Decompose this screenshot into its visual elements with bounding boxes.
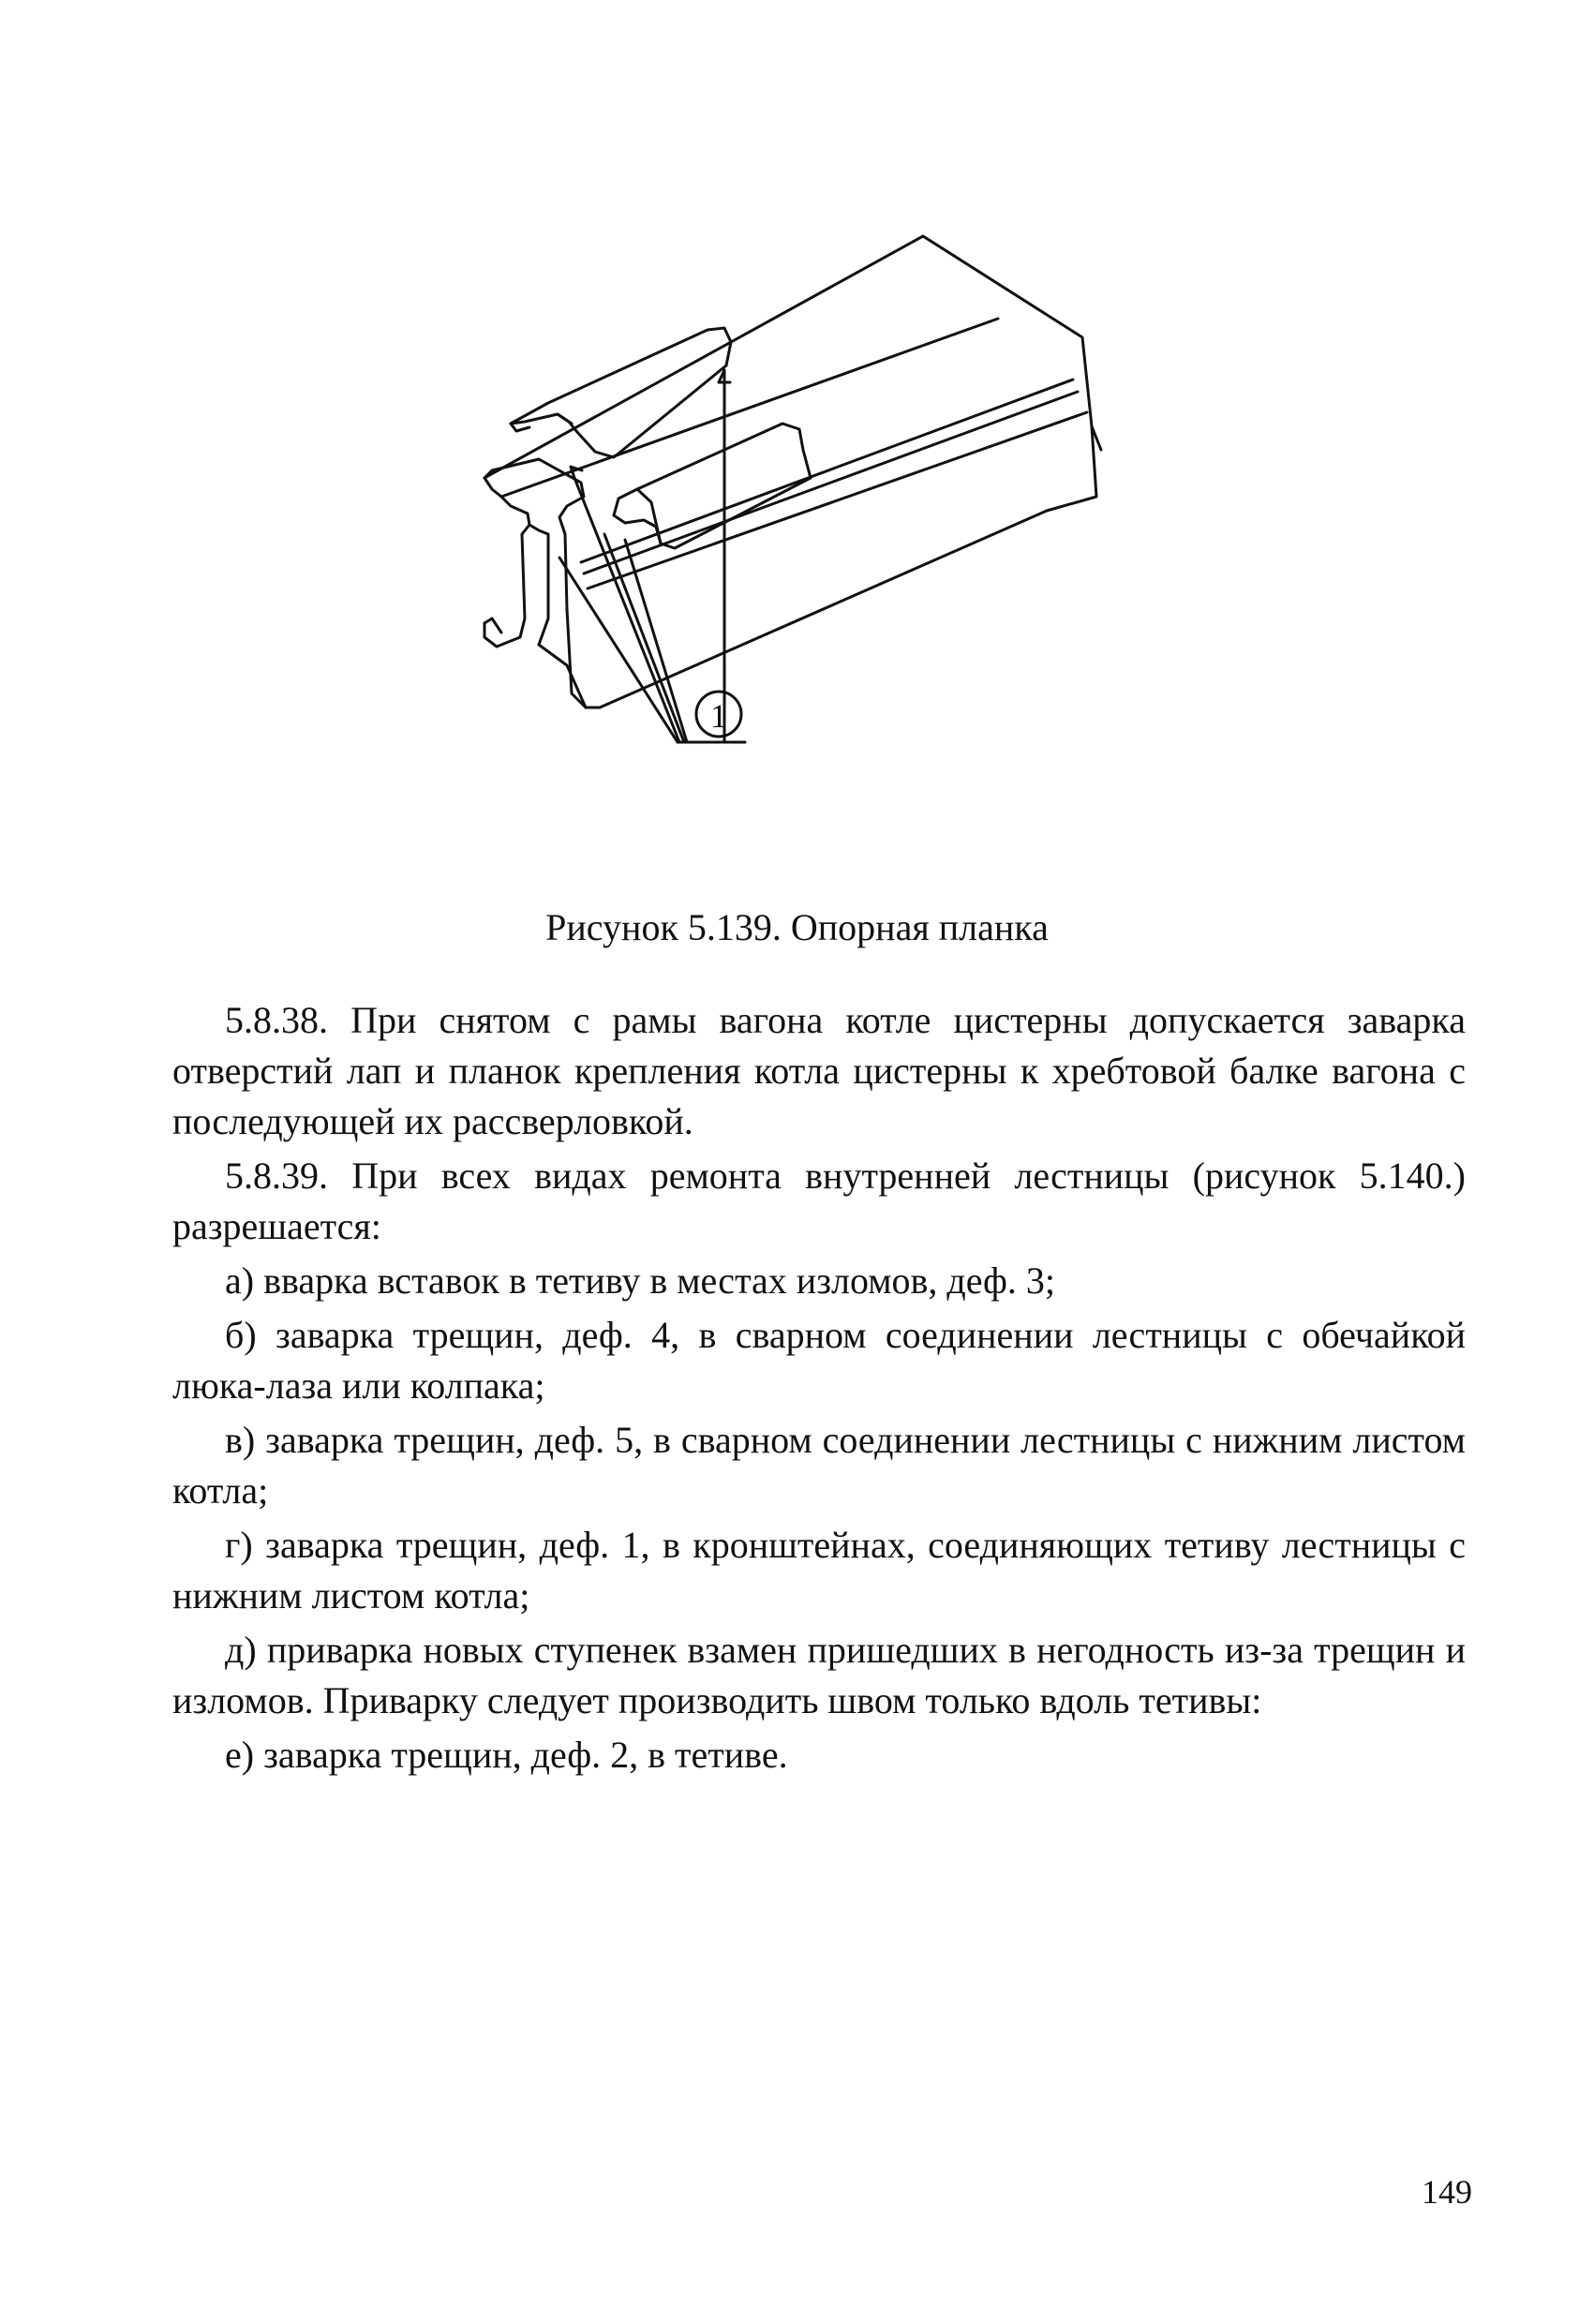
text-body — [172, 995, 1466, 1784]
list-item-b: б) заварка трещин, деф. 4, в сварном соединении лестницы с обечайкой люка-лаза или колпака; — [172, 1314, 1466, 1407]
list-item-g: г) заварка трещин, деф. 1, в кронштейнах, соединяющих тетиву лестницы с нижним листом котла; — [172, 1524, 1466, 1616]
callout-number: 1 — [710, 697, 727, 735]
figure-caption: Рисунок 5.139. Опорная планка — [545, 906, 1049, 948]
page-number: 149 — [1422, 2173, 1472, 2211]
figure-support-plate — [473, 225, 1162, 825]
paragraph-5-8-38: 5.8.38. При снятом с рамы вагона котле цистерны допускается заварка отверстий лап и планок крепления котла цистерны к хребтовой балке вагона с последующей их рассверловкой. — [172, 999, 1466, 1142]
list-item-a: а) вварка вставок в тетиву в местах изломов, деф. 3; — [225, 1259, 1056, 1302]
list-item-e: е) заварка трещин, деф. 2, в тетиве. — [225, 1734, 788, 1776]
list-item-d: д) приварка новых ступенек взамен пришедших в негодность из-за трещин и изломов. Приварку следует производить швом только вдоль тетивы: — [172, 1629, 1466, 1721]
list-item-v: в) заварка трещин, деф. 5, в сварном соединении лестницы с нижним листом котла; — [172, 1419, 1466, 1512]
beam-top-flange — [484, 236, 1101, 478]
support-plate-left — [511, 328, 731, 424]
paragraph-5-8-39: 5.8.39. При всех видах ремонта внутренней лестницы (рисунок 5.140.) разрешается: — [172, 1155, 1466, 1247]
